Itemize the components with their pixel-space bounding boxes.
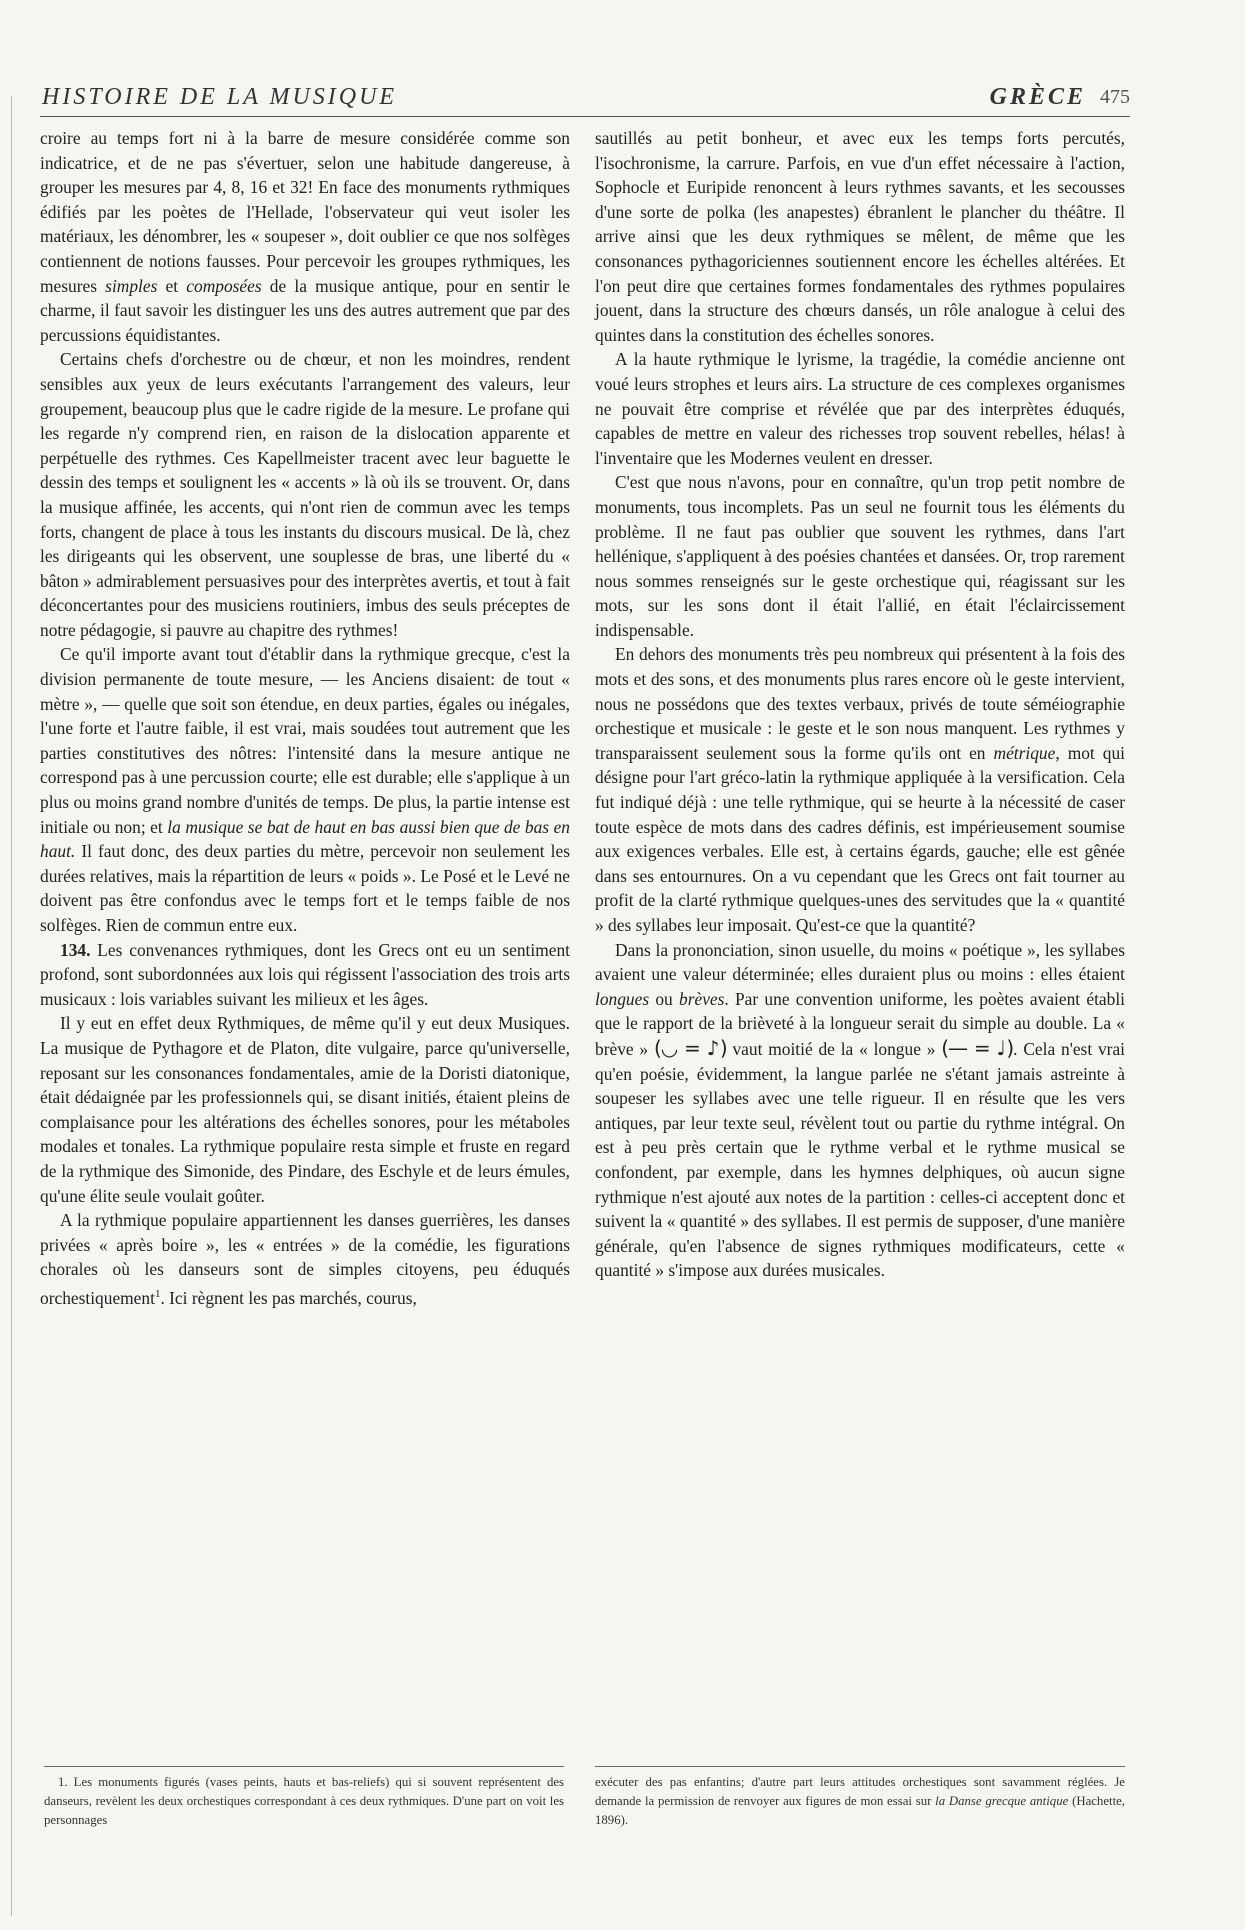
- footnote-ref[interactable]: 1: [154, 1287, 161, 1300]
- paragraph: A la rythmique populaire appartiennent les danses guerrières, les danses privées « après boire », les « entrées » de la comédie, les figurations chorales où les danseurs sont de simples citoyens, peu éduqués orchestiquement$^1$. Ici règnent les pas marchés, courus,: [40, 1210, 570, 1308]
- short-note-notation-icon: (◡ = ♪): [653, 1035, 727, 1060]
- paragraph: Dans la prononciation, sinon usuelle, du moins « poétique », les syllabes avaient une valeur déterminée; elles duraient plus ou moins : elles étaient longues ou brèves. Par une convention uniforme, les poètes avaient établi que le rapport de la brièveté à la longueur serait du simple au double. La « brève » (◡ = ♪) vaut moitié de la « longue » (— = ♩). Cela n'est vrai qu'en poésie, évidemment, la langue parlée ne s'étant jamais astreinte à soupeser les syllabes avec une telle rigueur. Il en résulte que les vers antiques, par leur texte seul, révèlent tout ou partie du rythme intégral. On est à peu près certain que le rythme verbal et le rythme musical se confondent, par exemple, dans les hymnes delphiques, où aucun signe rythmique n'est ajouté aux notes de la partition : celles-ci acceptent donc et suivent la « quantité » des syllabes. Il est permis de supposer, d'une manière générale, qu'en l'absence de signes rythmiques modificateurs, cette « quantité » s'impose aux durées musicales.: [595, 939, 1126, 1281]
- paragraph: Il y eut en effet deux Rythmiques, de même qu'il y eut deux Musiques. La musique de Pythagore et de Platon, dite vulgaire, parce qu'universelle, reposant sur les consonances fondamentales, amie de la Doristi diatonique, était dédaignée par les professionnels qui, se disant initiés, étaient pleins de complaisance pour les altérations des échelles sonores, pour les métaboles modales et tonales. La rythmique populaire resta simple et fruste en regard de la rythmique des Simonide, des Pindare, des Eschyle et de leurs émules, qu'une élite seule voulait goûter.: [40, 1013, 570, 1206]
- paragraph: sautillés au petit bonheur, et avec eux les temps forts percutés, l'isochronisme, la carrure. Parfois, en vue d'un effet nécessaire à l'action, Sophocle et Euripide renoncent à leurs rythmes savants, et les secousses d'une sorte de polka (les anapestes) ébranlent le plancher du théâtre. Il arrive ainsi que les deux rythmiques se mêlent, de même que les consonances pythagoriciennes soutiennent encore les échelles altérées. Et l'on peut dire que certaines formes fondamentales des rythmes populaires jouent, dans la structure des chœurs dansés, un rôle analogue à celui des quintes dans la constitution des échelles sonores.: [595, 128, 1125, 345]
- long-note-notation-icon: (— = ♩): [941, 1035, 1014, 1060]
- footnote-right: [595, 1766, 1125, 1830]
- running-title: HISTOIRE DE LA MUSIQUE: [42, 84, 398, 110]
- footnote-left: [44, 1766, 564, 1830]
- paragraph: Ce qu'il importe avant tout d'établir dans la rythmique grecque, c'est la division permanente de toute mesure, — les Anciens disaient: de tout « mètre », — quelle que soit son étendue, en deux parties, égales ou inégales, l'une forte et l'autre faible, il est vrai, mais soudées tout autrement que les parties constitutives des nôtres: l'intensité dans la mesure antique ne correspond pas à une percussion courte; elle est durable; elle s'applique à un plus ou moins grand nombre d'unités de temps. De plus, la partie intense est initiale ou non; et la musique se bat de haut en bas aussi bien que de bas en haut. Il faut donc, des deux parties du mètre, percevoir non seulement les durées relatives, mais la répartition de leurs « poids ». Le Posé et le Levé ne doivent pas être confondus avec le temps fort et le temps faible de nos solfèges. Rien de commun entre eux.: [40, 644, 571, 935]
- right-column: [595, 126, 1125, 1283]
- footnote-text: 1. Les monuments figurés (vases peints, hauts et bas-reliefs) qui si souvent représentent des danseurs, revèlent les deux orchestiques correspondant à ces deux rythmiques. D'une part on voit les personnages: [44, 1775, 564, 1827]
- paragraph: C'est que nous n'avons, pour en connaître, qu'un trop petit nombre de monuments, tous incomplets. Pas un seul ne fournit tous les éléments du problème. Il ne faut pas oublier que souvent les rythmes, dans l'art hellénique, s'appliquent à des poésies chantées et dansées. Or, trop rarement nous sommes renseignés sur le geste orchestique qui, réagissant sur les mots, sur les sons dont il était l'allié, en était l'éclaircissement indispensable.: [595, 472, 1125, 640]
- paragraph: croire au temps fort ni à la barre de mesure considérée comme son indicatrice, et de ne pas s'évertuer, selon une habitude dangereuse, à grouper les mesures par 4, 8, 16 et 32! En face des monuments rythmiques édifiés par les poètes de l'Hellade, l'observateur qui veut isoler les matériaux, les dénombrer, les « soupeser », doit oublier ce que nos solfèges contiennent de notions fausses. Pour percevoir les groupes rythmiques, les mesures simples et composées de la musique antique, pour en sentir le charme, il faut savoir les distinguer les uns des autres autrement que par des percussions équidistantes.: [40, 128, 570, 345]
- page-header: [40, 80, 1130, 117]
- page-number: 475: [1100, 86, 1130, 108]
- paragraph: Certains chefs d'orchestre ou de chœur, et non les moindres, rendent sensibles aux yeux de leurs exécutants l'arrangement des valeurs, leur groupement, beaucoup plus que le cadre rigide de la mesure. Le profane qui les regarde n'y comprend rien, en raison de la dislocation apparente et perpétuelle des rythmes. Ces Kapellmeister tracent avec leur baguette le dessin des temps et soulignent les « accents » là où ils se trouvent. Or, dans la musique affinée, les accents, qui n'ont rien de commun avec les temps forts, changent de place à tous les instants du discours musical. De là, chez les dirigeants qui les observent, une souplesse de bras, une liberté du « bâton » admirablement persuasives pour des interprètes avertis, et tout à fait déconcertantes pour des musiciens routiniers, imbus des seuls préceptes de notre pédagogie, si pauvre au chapitre des rythmes!: [40, 349, 570, 640]
- section-number: 134.: [60, 939, 91, 960]
- footnote-text: exécuter des pas enfantins; d'autre part leurs attitudes orchestiques sont savamment réglées. Je demande la permission de renvoyer aux figures de mon essai sur la Danse grecque antique (Hachette, 1896).: [595, 1775, 1125, 1827]
- section-title: GRÈCE: [989, 84, 1086, 110]
- left-column: [40, 126, 570, 1310]
- paragraph: A la haute rythmique le lyrisme, la tragédie, la comédie ancienne ont voué leurs strophes et leurs airs. La structure de ces complexes organismes ne pouvait être comprise et révélée que par des interprètes éduqués, capables de mettre en valeur des richesses trop souvent rebelles, hélas! à l'inventaire que les Modernes veulent en dresser.: [595, 349, 1125, 468]
- page-gutter-line: [11, 96, 12, 1916]
- paragraph: 134. Les convenances rythmiques, dont les Grecs ont eu un sentiment profond, sont subordonnées aux lois qui régissent l'association des trois arts musicaux : lois variables suivant les milieux et les âges.: [40, 939, 570, 1009]
- paragraph: En dehors des monuments très peu nombreux qui présentent à la fois des mots et des sons, et des monuments plus rares encore où le geste intervient, nous ne possédons que des textes verbaux, privés de toute séméiographie orchestique et musicale : le geste et le son nous manquent. Les rythmes y transparaissent seulement sous la forme qu'ils ont en métrique, mot qui désigne pour l'art gréco-latin la rythmique appliquée à la versification. Cela fut indiqué déjà : une telle rythmique, qui se heurte à la nécessité de caser toute espèce de mots dans des cadres définis, est impérieusement soumise aux exigences verbales. Elle est, à certains égards, gauche; elle est gênée dans ses entournures. On a vu cependant que les Grecs ont fait tourner au profit de la clarté rythmique quelques-unes des servitudes que la « quantité » des syllabes leur imposait. Qu'est-ce que la quantité?: [595, 644, 1125, 935]
